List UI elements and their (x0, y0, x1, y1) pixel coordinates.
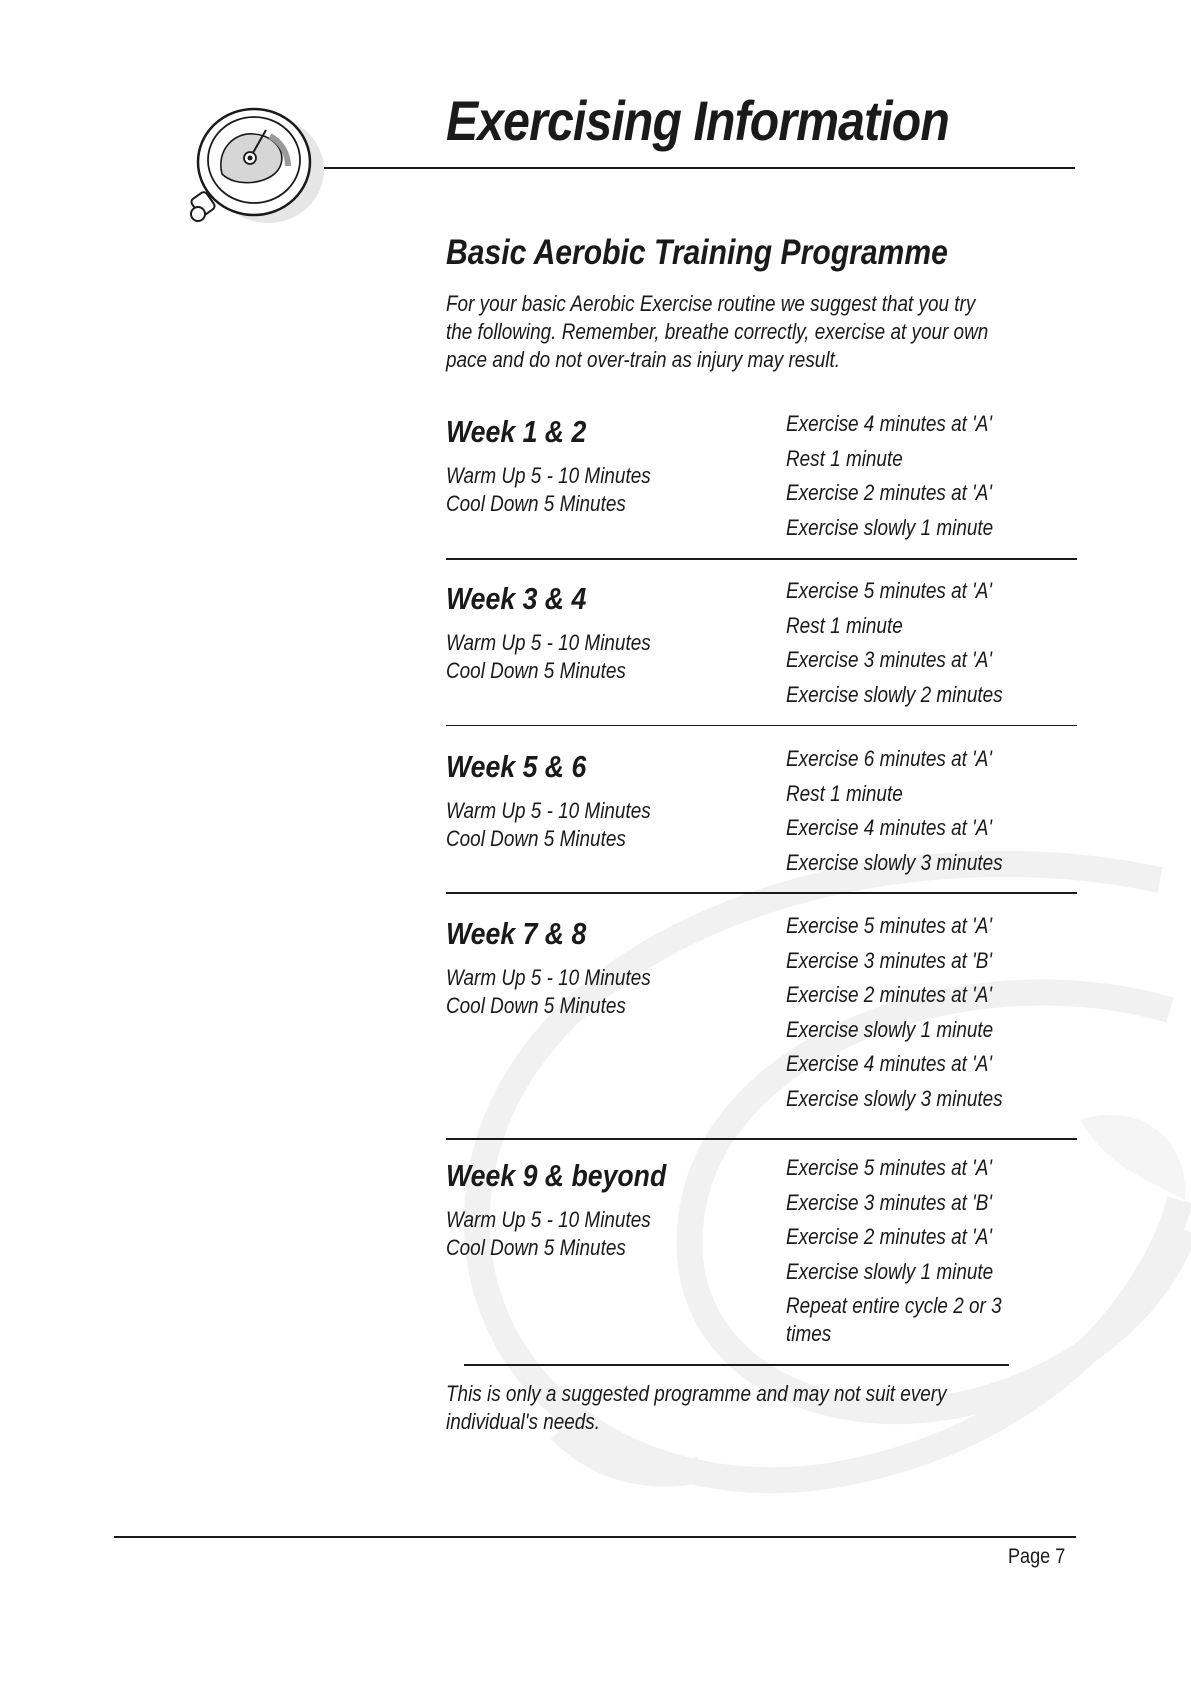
pressure-gauge-icon (188, 104, 338, 234)
page-number: Page 7 (1008, 1545, 1066, 1568)
week-title: Week 3 & 4 (446, 581, 587, 616)
week-notes (446, 462, 704, 518)
exercise-step: Exercise 3 minutes at 'B' (786, 1189, 992, 1215)
exercise-step: Exercise slowly 2 minutes (786, 681, 1003, 707)
footnote-text: This is only a suggested programme and may not suit every individual's needs. (446, 1381, 947, 1434)
exercise-step: Exercise 2 minutes at 'A' (786, 1224, 992, 1249)
exercise-steps (786, 745, 1044, 883)
cool-down-text: Cool Down 5 Minutes (446, 993, 626, 1018)
week-notes (446, 964, 704, 1020)
week-divider (446, 558, 1077, 560)
week-divider (446, 725, 1077, 726)
week-divider (446, 1138, 1077, 1140)
warm-up-text: Warm Up 5 - 10 Minutes (446, 965, 651, 990)
week-title: Week 5 & 6 (446, 749, 587, 784)
section-title: Basic Aerobic Training Programme (446, 233, 948, 272)
week-notes (446, 1206, 704, 1262)
exercise-step: Rest 1 minute (786, 780, 903, 806)
week-divider (446, 892, 1077, 894)
page-title: Exercising Information (446, 89, 949, 152)
cool-down-text: Cool Down 5 Minutes (446, 491, 626, 516)
exercise-step: Exercise 4 minutes at 'A' (786, 411, 992, 436)
exercise-step: Exercise slowly 3 minutes (786, 1085, 1003, 1111)
warm-up-text: Warm Up 5 - 10 Minutes (446, 463, 651, 488)
warm-up-text: Warm Up 5 - 10 Minutes (446, 798, 651, 823)
cool-down-text: Cool Down 5 Minutes (446, 826, 626, 851)
title-divider (324, 167, 1075, 169)
exercise-step: Exercise 5 minutes at 'A' (786, 913, 992, 938)
exercise-steps (786, 577, 1044, 715)
week-title: Week 9 & beyond (446, 1158, 667, 1193)
exercise-step: Exercise 3 minutes at 'A' (786, 647, 992, 672)
intro-paragraph: For your basic Aerobic Exercise routine we suggest that you try the following. Remember, breathe correctly, exercise at your own pace and do not over-train as injury may result. (446, 291, 989, 372)
exercise-step: Exercise slowly 1 minute (786, 1016, 994, 1042)
exercise-step: Exercise slowly 3 minutes (786, 849, 1003, 875)
footer-divider (114, 1536, 1076, 1538)
cool-down-text: Cool Down 5 Minutes (446, 658, 626, 683)
exercise-steps (786, 1154, 1018, 1355)
exercise-step: Exercise 4 minutes at 'A' (786, 1051, 992, 1076)
exercise-step: Rest 1 minute (786, 612, 903, 638)
exercise-step: Exercise 5 minutes at 'A' (786, 1155, 992, 1180)
exercise-step: Rest 1 minute (786, 445, 903, 471)
exercise-step: Exercise slowly 1 minute (786, 1258, 994, 1284)
exercise-steps (786, 912, 1044, 1119)
exercise-step: Exercise 3 minutes at 'B' (786, 947, 992, 973)
week-title: Week 7 & 8 (446, 916, 587, 951)
exercise-step: Exercise 2 minutes at 'A' (786, 480, 992, 505)
exercise-step: Exercise slowly 1 minute (786, 514, 994, 540)
exercise-step: Exercise 6 minutes at 'A' (786, 746, 992, 771)
exercise-step: Exercise 4 minutes at 'A' (786, 815, 992, 840)
week-title: Week 1 & 2 (446, 414, 587, 449)
cool-down-text: Cool Down 5 Minutes (446, 1235, 626, 1260)
warm-up-text: Warm Up 5 - 10 Minutes (446, 630, 651, 655)
week-notes (446, 629, 704, 685)
exercise-step: Exercise 5 minutes at 'A' (786, 578, 992, 603)
exercise-step: Exercise 2 minutes at 'A' (786, 982, 992, 1007)
footnote-divider (464, 1364, 1009, 1366)
week-notes (446, 797, 704, 853)
exercise-steps (786, 410, 1044, 548)
warm-up-text: Warm Up 5 - 10 Minutes (446, 1207, 651, 1232)
exercise-step: Repeat entire cycle 2 or 3 times (786, 1293, 1002, 1346)
